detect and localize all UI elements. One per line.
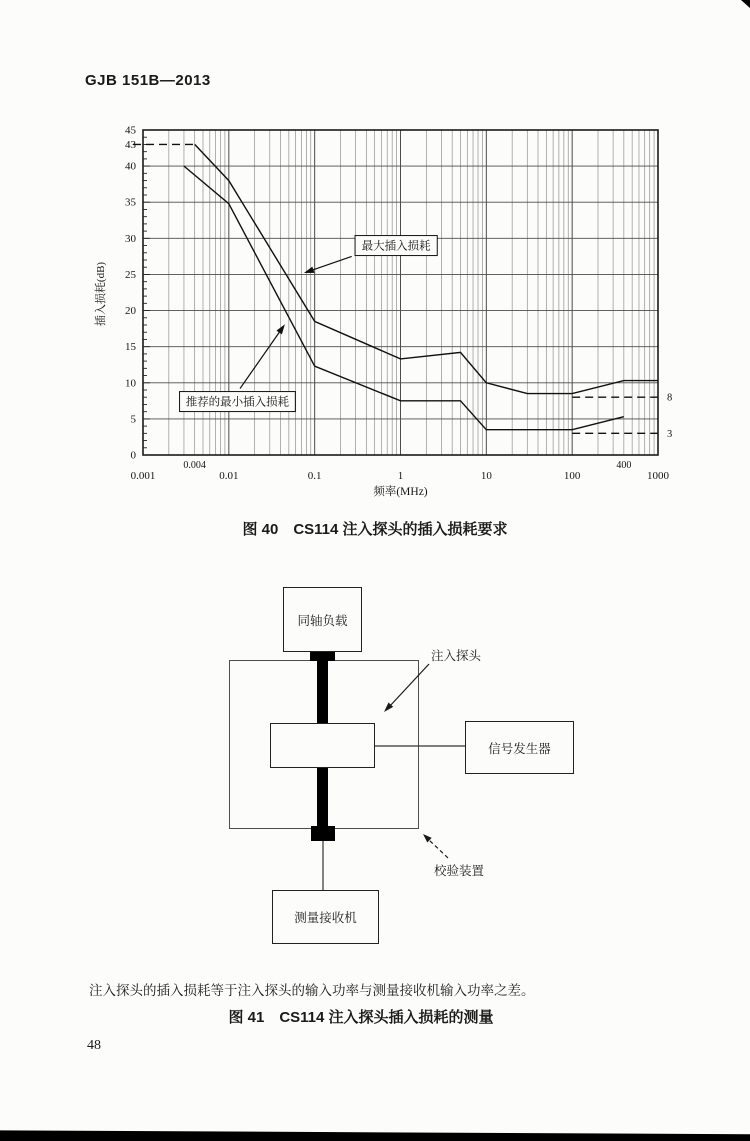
signal-generator-label: 信号发生器 [488, 741, 551, 756]
x-axis-title: 频率(MHz) [373, 486, 428, 498]
injection-probe-box [270, 723, 375, 768]
scan-bottom-edge [0, 1128, 750, 1141]
y-tick-label: 45 [125, 124, 136, 137]
y-axis-title: 插入损耗(dB) [95, 261, 107, 327]
signal-generator-box [465, 721, 574, 774]
reference-line-end-label: 3 [667, 428, 673, 440]
y-tick-label: 20 [125, 305, 136, 318]
injection-probe-label: 注入探头 [431, 649, 482, 663]
figure-41-caption: 图 41 CS114 注入探头插入损耗的测量 [228, 1009, 494, 1026]
page-number: 48 [87, 1038, 101, 1053]
standard-number-header: GJB 151B—2013 [85, 72, 211, 89]
y-tick-label: 5 [130, 413, 136, 426]
coax-load-label: 同轴负载 [297, 613, 348, 628]
figure-40-caption: 图 40 CS114 注入探头的插入损耗要求 [242, 521, 508, 538]
x-tick-label: 100 [563, 470, 581, 482]
x-tick-label: 0.01 [219, 470, 239, 482]
max-loss-callout-text: 最大插入损耗 [361, 240, 431, 253]
y-tick-label: 15 [125, 341, 136, 354]
y-tick-label: 25 [125, 268, 136, 281]
y-tick-label: 35 [125, 196, 136, 209]
x-tick-label: 1000 [647, 470, 669, 482]
coax-load-box [283, 587, 362, 652]
insertion-loss-chart [0, 0, 750, 560]
x-tick-label: 400 [616, 460, 632, 471]
calibration-fixture-label: 校验装置 [434, 864, 485, 878]
x-tick-label: 0.001 [130, 470, 156, 482]
callout-arrow-line [240, 330, 281, 389]
fixture-arrow [428, 839, 448, 858]
measurement-note: 注入探头的插入损耗等于注入探头的输入功率与测量接收机输入功率之差。 [89, 983, 535, 998]
reference-line-end-label: 8 [667, 392, 673, 404]
y-extra-tick-label: 43 [125, 138, 136, 151]
scan-corner-artifact [741, 0, 750, 8]
x-tick-label: 1 [397, 470, 404, 482]
x-tick-label: 10 [480, 470, 492, 482]
y-tick-label: 30 [125, 232, 136, 245]
y-tick-label: 40 [125, 160, 136, 173]
x-tick-label: 0.1 [307, 470, 322, 482]
min-loss-callout-text: 推荐的最小插入损耗 [185, 396, 290, 409]
measuring-receiver-label: 测量接收机 [294, 911, 357, 925]
y-tick-label: 10 [125, 377, 136, 390]
y-tick-label: 0 [130, 449, 136, 462]
fixture-arrowhead [423, 834, 432, 843]
x-tick-label: 0.004 [183, 460, 206, 471]
measuring-receiver-box [272, 890, 379, 944]
recommended-min-insertion-loss [184, 166, 624, 430]
callout-arrow-line [311, 256, 352, 270]
callout-arrowhead [304, 267, 315, 273]
